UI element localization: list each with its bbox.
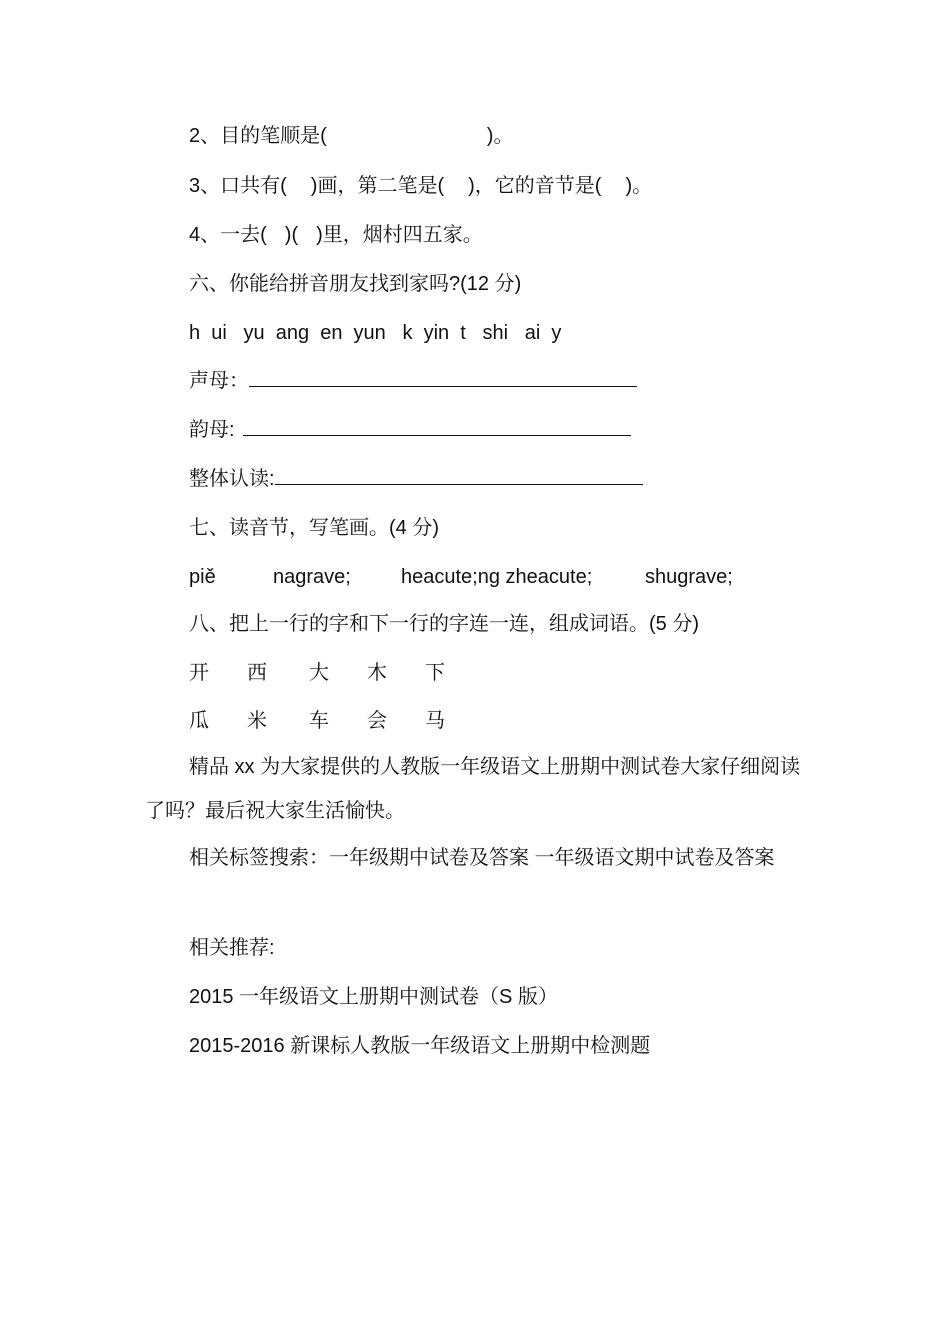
shengmu-answer-line[interactable] (249, 368, 637, 387)
question-4 (189, 222, 483, 248)
syllable-item: heacute;ng zheacute; (401, 566, 593, 588)
related-tags: 相关标签搜索：一年级期中试卷及答案 一年级语文期中试卷及答案 (189, 847, 775, 869)
syllable-item: nagrave; (273, 566, 351, 588)
yunmu-label: 韵母: (189, 419, 235, 441)
section-7-title: 七、读音节，写笔画。(4 分) (189, 517, 439, 539)
syllable-item: piě (189, 566, 216, 588)
section-8-title: 八、把上一行的字和下一行的字连一连，组成词语。(5 分) (189, 613, 699, 635)
char-row-top (189, 660, 489, 686)
char-item[interactable]: 车 (309, 710, 329, 732)
syllable-item: shugrave; (645, 566, 733, 588)
question-3-part1: 3、口共有( (189, 175, 287, 197)
char-item[interactable]: 会 (367, 710, 387, 732)
recommend-link-1[interactable]: 2015 一年级语文上册期中测试卷（S 版） (189, 986, 558, 1008)
char-item[interactable]: 瓜 (189, 710, 209, 732)
pinyin-list: h ui yu ang en yun k yin t shi ai y (189, 322, 562, 344)
question-2 (189, 123, 513, 149)
section-6-title: 六、你能给拼音朋友找到家吗?(12 分) (189, 273, 522, 295)
char-item[interactable]: 下 (425, 662, 445, 684)
yunmu-answer-line[interactable] (243, 417, 631, 436)
question-3-part2: )画，第二笔是( (310, 175, 445, 197)
char-row-bottom (189, 708, 489, 734)
zhengti-label: 整体认读: (189, 468, 275, 490)
recommend-label: 相关推荐: (189, 937, 275, 959)
question-3 (189, 173, 652, 199)
char-item[interactable]: 马 (425, 710, 445, 732)
recommend-link-2[interactable]: 2015-2016 新课标人教版一年级语文上册期中检测题 (189, 1035, 651, 1057)
char-item[interactable]: 开 (189, 662, 209, 684)
yunmu-row (189, 417, 631, 443)
char-item[interactable]: 大 (309, 662, 329, 684)
question-4-part1: 4、一去( (189, 224, 267, 246)
char-item[interactable]: 木 (367, 662, 387, 684)
question-3-part4: )。 (625, 175, 653, 197)
question-2-suffix: )。 (486, 125, 514, 147)
shengmu-row (189, 368, 637, 394)
zhengti-answer-line[interactable] (275, 466, 643, 485)
question-4-part3: )里，烟村四五家。 (316, 224, 483, 246)
shengmu-label: 声母： (189, 370, 249, 392)
syllable-row (189, 564, 749, 590)
zhengti-row (189, 466, 643, 492)
char-item[interactable]: 米 (247, 710, 267, 732)
question-2-prefix: 2、目的笔顺是( (189, 125, 327, 147)
closing-paragraph: 精品 xx 为大家提供的人教版一年级语文上册期中测试卷大家仔细阅读了吗？最后祝大家生活愉快。 (145, 756, 801, 822)
question-3-part3: )，它的音节是( (468, 175, 602, 197)
question-4-part2: )( (284, 224, 299, 246)
char-item[interactable]: 西 (247, 662, 267, 684)
